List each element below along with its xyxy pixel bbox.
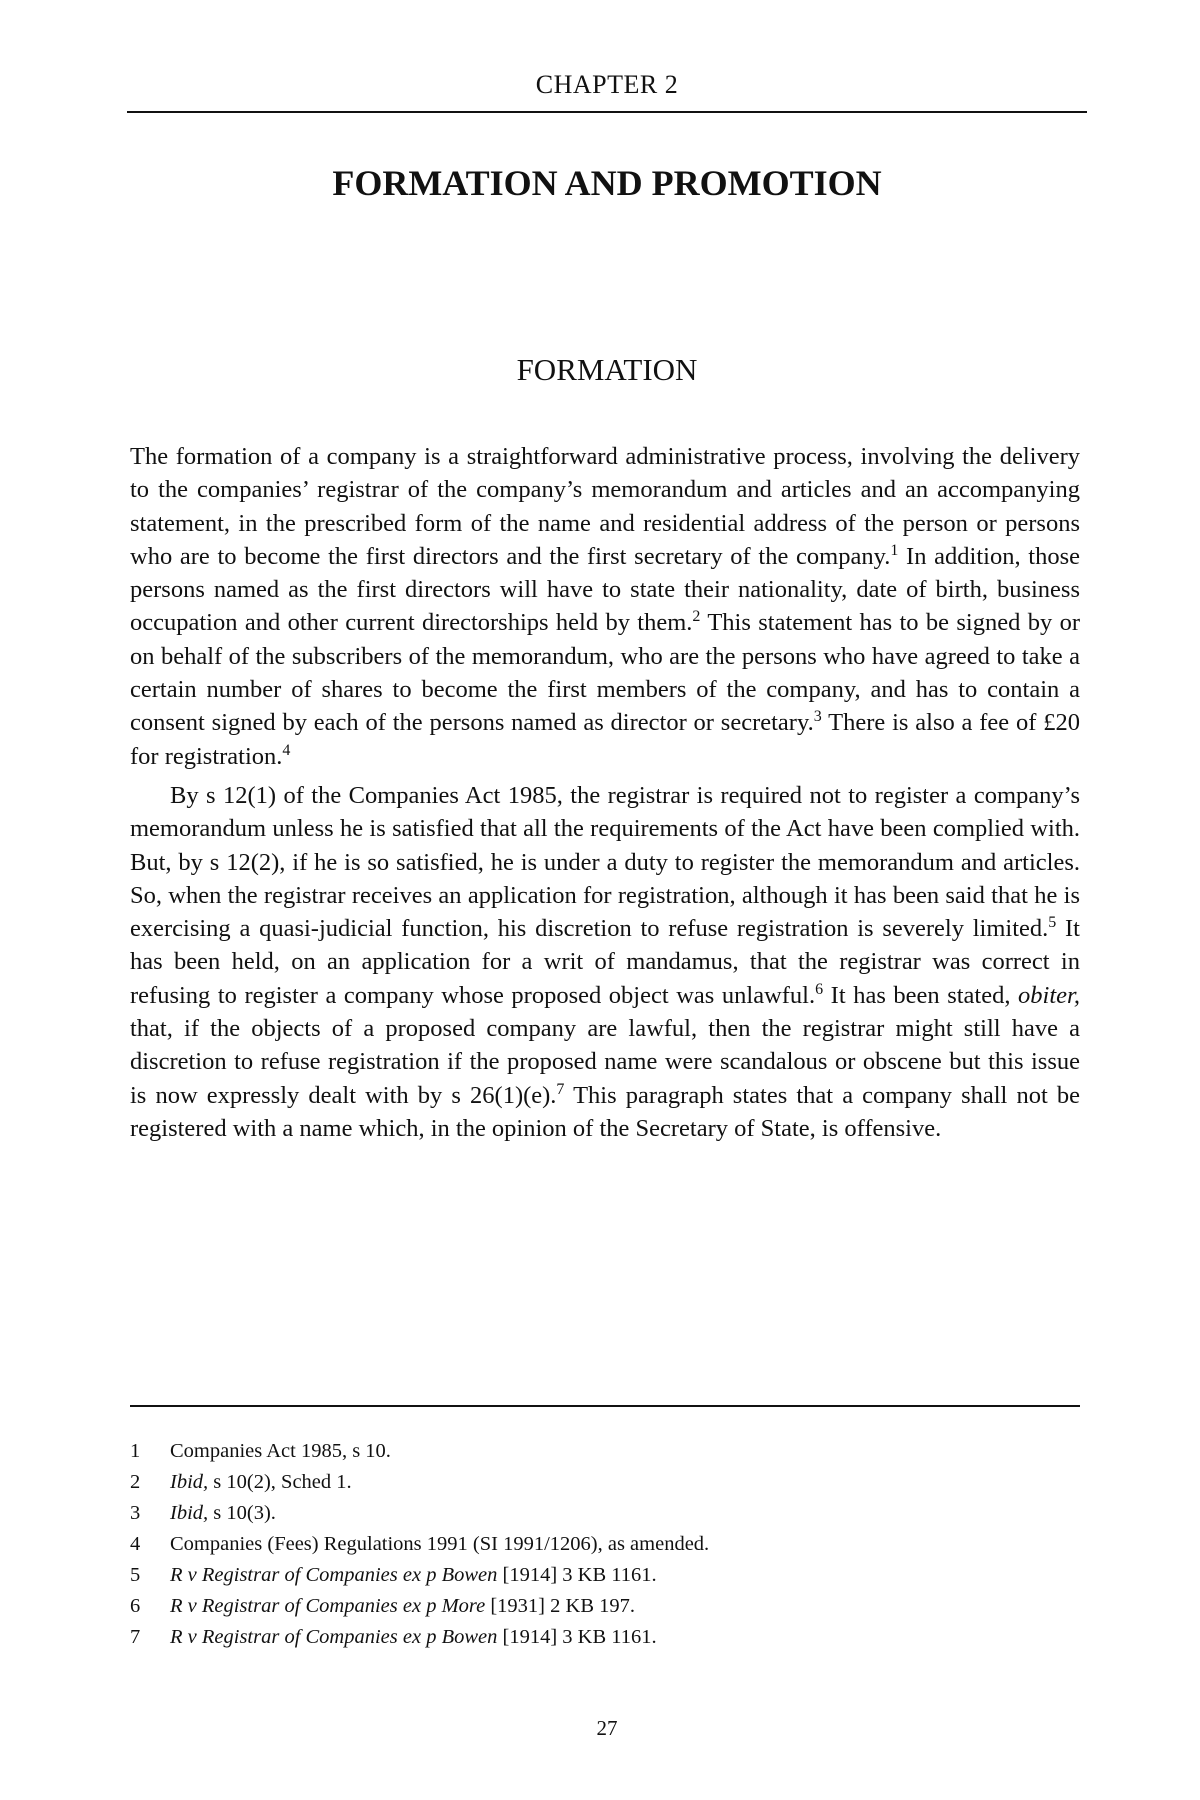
footnote-ref: 3 <box>813 708 822 726</box>
footnote-ref: 7 <box>556 1080 565 1098</box>
footnote <box>130 1560 1080 1591</box>
footnote <box>130 1622 1080 1653</box>
section-heading: FORMATION <box>516 352 698 387</box>
footnote-text: s 10(2), Sched 1. <box>208 1471 352 1493</box>
footnote-number: 4 <box>130 1533 141 1555</box>
sentence: This statement has to be signed by or on behalf of the subscribers of the memorandum, who are the persons who have agreed to take a certain number of shares to become the first members of the company, and has to contain a consent signed by each of the persons named as director or secretary. <box>130 609 1080 737</box>
footnote-citation: R v Registrar of Companies ex p Bowen <box>170 1626 498 1648</box>
footnote-citation: R v Registrar of Companies ex p More <box>170 1595 486 1617</box>
footnote-number: 6 <box>130 1595 141 1617</box>
sentence: There is also a fee of £20 for registration. <box>130 709 1080 770</box>
footnote <box>130 1498 1080 1529</box>
footnote-number: 1 <box>130 1440 141 1462</box>
sentence: that, if the objects of a proposed company are lawful, then the registrar might still have a discretion to refuse registration if the proposed name were scandalous or obscene but this issue is now expressly dealt with by s 26(1)(e). <box>130 1015 1080 1109</box>
footnote-number: 2 <box>130 1471 141 1493</box>
footnote-citation: R v Registrar of Companies ex p Bowen <box>170 1564 498 1586</box>
footnote-ref: 6 <box>815 980 824 998</box>
footnote-text: Companies (Fees) Regulations 1991 (SI 1991/1206), as amended. <box>170 1533 710 1555</box>
footnotes <box>130 1436 1080 1653</box>
page-number: 27 <box>596 1716 618 1740</box>
footnote-citation: Ibid, <box>170 1471 209 1493</box>
footnote-number: 7 <box>130 1626 141 1648</box>
sentence: By s 12(1) of the Companies Act 1985, the registrar is required not to register a company’s memorandum unless he is satisfied that all the requirements of the Act have been complied with. But, by s 12(2), if he is so satisfied, he is under a duty to register the memorandum and articles. So, when the registrar receives an application for registration, although it has been said that he is exercising a quasi-judicial function, his discretion to refuse registration is severely limited. <box>130 781 1080 943</box>
footnote-text: Companies Act 1985, s 10. <box>170 1440 391 1462</box>
italic-term: obiter, <box>1018 981 1080 1009</box>
footnote-ref: 4 <box>282 741 291 759</box>
sentence: In addition, those persons named as the first directors will have to state their nationality, date of birth, business occupation and other current directorships held by them. <box>130 542 1080 637</box>
footnote <box>130 1436 1080 1467</box>
footnote <box>130 1591 1080 1622</box>
sentence: It has been stated, <box>823 981 1019 1009</box>
sentence: This paragraph states that a company shall not be registered with a name which, in the opinion of the Secretary of State, is offensive. <box>130 1081 1081 1142</box>
header-rule <box>127 111 1087 113</box>
footnote-number: 5 <box>130 1564 141 1586</box>
footnote-ref: 5 <box>1048 914 1057 932</box>
sentence: It has been held, on an application for a writ of mandamus, that the registrar was correct in refusing to register a company whose proposed object was unlawful. <box>130 915 1080 1009</box>
footnote-number: 3 <box>130 1502 141 1524</box>
paragraph-2 <box>130 779 1080 1145</box>
footnote-rule <box>130 1405 1080 1407</box>
footnote-text: [1914] 3 KB 1161. <box>497 1626 657 1648</box>
footnote <box>130 1467 1080 1498</box>
footnote-citation: Ibid, <box>170 1502 209 1524</box>
footnote-text: s 10(3). <box>208 1502 276 1524</box>
chapter-title: FORMATION AND PROMOTION <box>332 163 882 203</box>
footnote-text: [1931] 2 KB 197. <box>485 1595 635 1617</box>
footnote-text: [1914] 3 KB 1161. <box>497 1564 657 1586</box>
running-head: CHAPTER 2 <box>535 70 679 99</box>
sentence: The formation of a company is a straightforward administrative process, involving the delivery to the companies’ registrar of the company’s memorandum and articles and an accompanying statement, in the prescribed form of the name and residential address of the person or persons who are to become the first directors and the first secretary of the company. <box>130 443 1080 570</box>
footnote <box>130 1529 1080 1560</box>
body-text <box>130 440 1080 1145</box>
footnote-ref: 2 <box>692 608 701 626</box>
footnote-ref: 1 <box>890 541 899 559</box>
paragraph-1 <box>130 440 1080 773</box>
